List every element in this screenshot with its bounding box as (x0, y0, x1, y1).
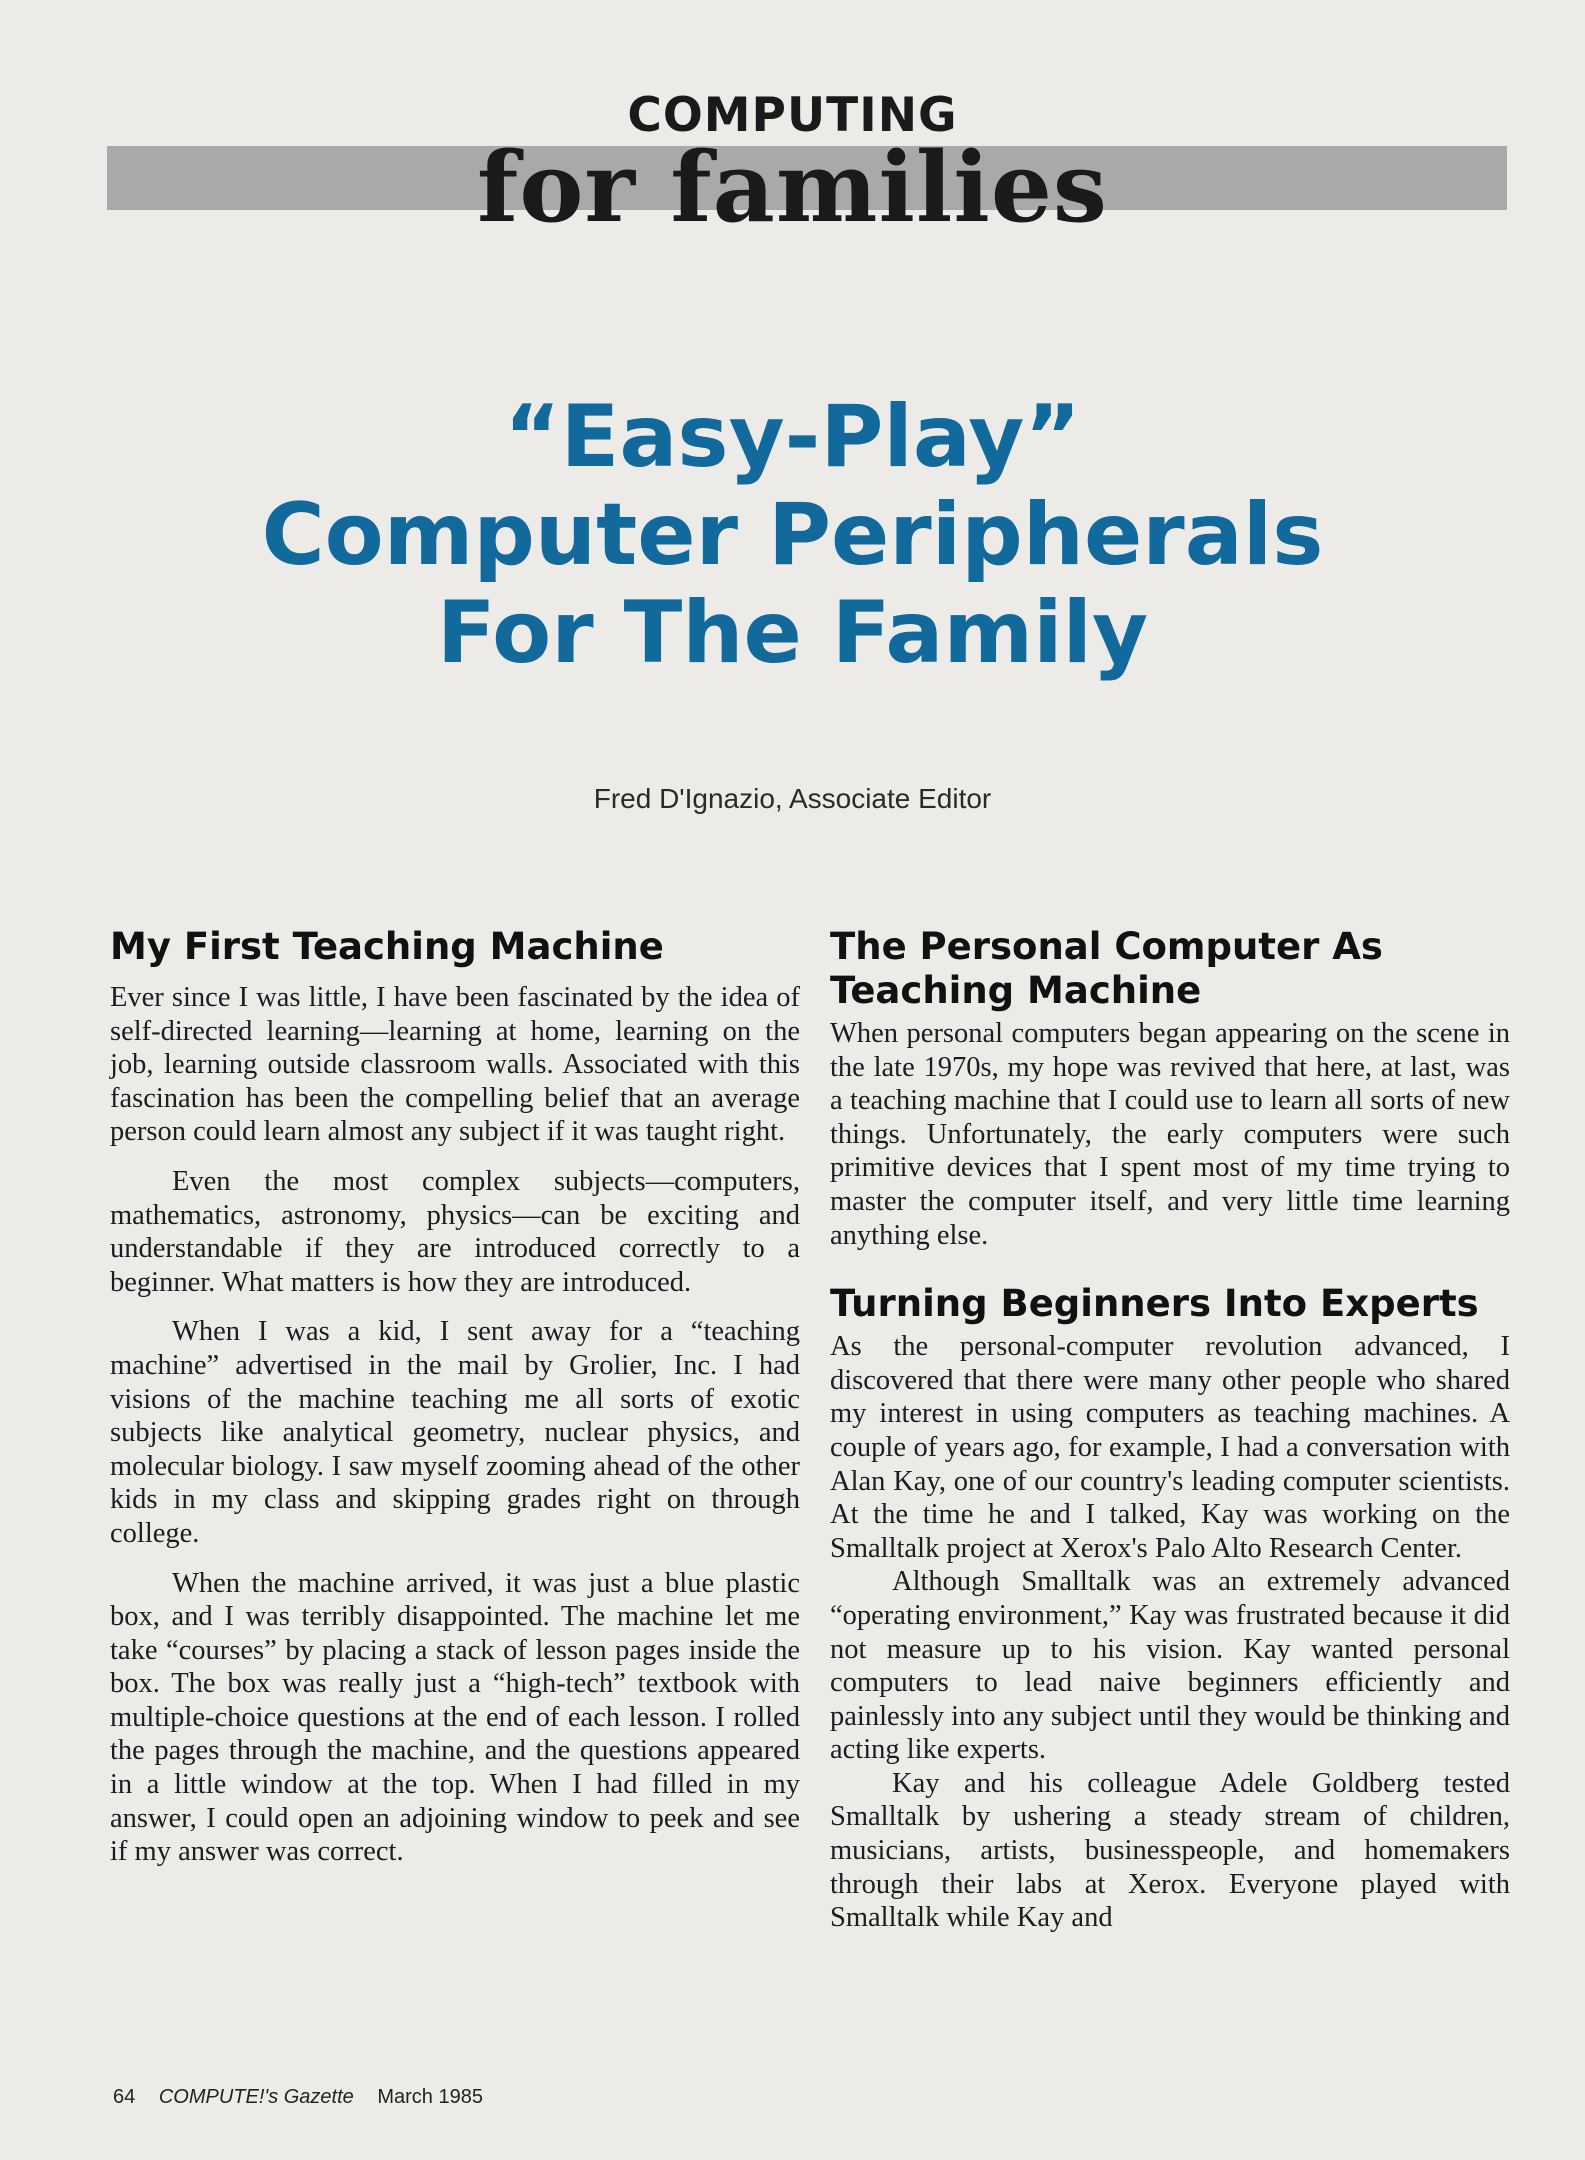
paragraph: Ever since I was little, I have been fascinated by the idea of self-directed learning—learning at home, learning on the job, learning outside classroom walls. Associated with this fascination has been the compelling belief that an average person could learn almost any subject if it was taught right. (110, 982, 800, 1148)
magazine-name: COMPUTE!'s Gazette (158, 2086, 354, 2108)
paragraph: When I was a kid, I sent away for a “teaching machine” advertised in the mail by Grolier, Inc. I had visions of the machine teaching me all sorts of exotic subjects like analytical geometry, nuclear physics, and molecular biology. I saw myself zooming ahead of the other kids in my class and skipping grades right on through college. (110, 1316, 800, 1549)
left-column (110, 925, 800, 1885)
issue-date: March 1985 (377, 2086, 483, 2108)
article-title (0, 388, 1585, 682)
section-heading: My First Teaching Machine (110, 925, 664, 968)
section-heading: The Personal Computer As Teaching Machine (830, 925, 1383, 1012)
paragraph: Even the most complex subjects—computers, mathematics, astronomy, physics—can be exciting and understandable if they are introduced correctly to a beginner. What matters is how they are introduced. (110, 1165, 800, 1298)
paragraph: As the personal-computer revolution advanced, I discovered that there were many other people who shared my interest in using computers as teaching machines. A couple of years ago, for example, I had a conversation with Alan Kay, one of our country's leading computer scientists. At the time he and I talked, Kay was working on the Smalltalk project at Xerox's Palo Alto Research Center. (830, 1331, 1510, 1564)
page-number: 64 (113, 2086, 136, 2108)
paragraph: Kay and his colleague Adele Goldberg tested Smalltalk by ushering a steady stream of children, musicians, artists, businesspeople, and homemakers through their labs at Xerox. Everyone played with Smalltalk while Kay and (830, 1767, 1510, 1934)
article-title-line-3: For The Family (436, 583, 1149, 683)
column-kicker: COMPUTING (627, 88, 958, 143)
right-column (830, 925, 1510, 1935)
byline: Fred D'Ignazio, Associate Editor (593, 783, 992, 814)
paragraph: When the machine arrived, it was just a blue plastic box, and I was terribly disappointed. The machine let me take “courses” by placing a stack of lesson pages inside the box. The box was really just a “high-tech” textbook with multiple-choice questions at the end of each lesson. I rolled the pages through the machine, and the questions appeared in a little window at the top. When I had filled in my answer, I could open an adjoining window to peek and see if my answer was correct. (110, 1567, 800, 1868)
section-heading: Turning Beginners Into Experts (830, 1282, 1479, 1326)
paragraph: When personal computers began appearing on the scene in the late 1970s, my hope was revived that here, at last, was a teaching machine that I could use to learn all sorts of new things. Unfortunately, the early computers were such primitive devices that I spent most of my time trying to master the computer itself, and very little time learning anything else. (830, 1018, 1510, 1251)
page-footer (113, 2086, 501, 2109)
article-title-line-2: Computer Peripherals (261, 485, 1324, 585)
article-title-line-1: “Easy-Play” (504, 387, 1081, 487)
department-title: for families (477, 131, 1108, 244)
paragraph: Although Smalltalk was an extremely advanced “operating environment,” Kay was frustrated because it did not measure up to his vision. Kay wanted personal computers to lead naive beginners efficiently and painlessly into any subject until they would be thinking and acting like experts. (830, 1566, 1510, 1766)
